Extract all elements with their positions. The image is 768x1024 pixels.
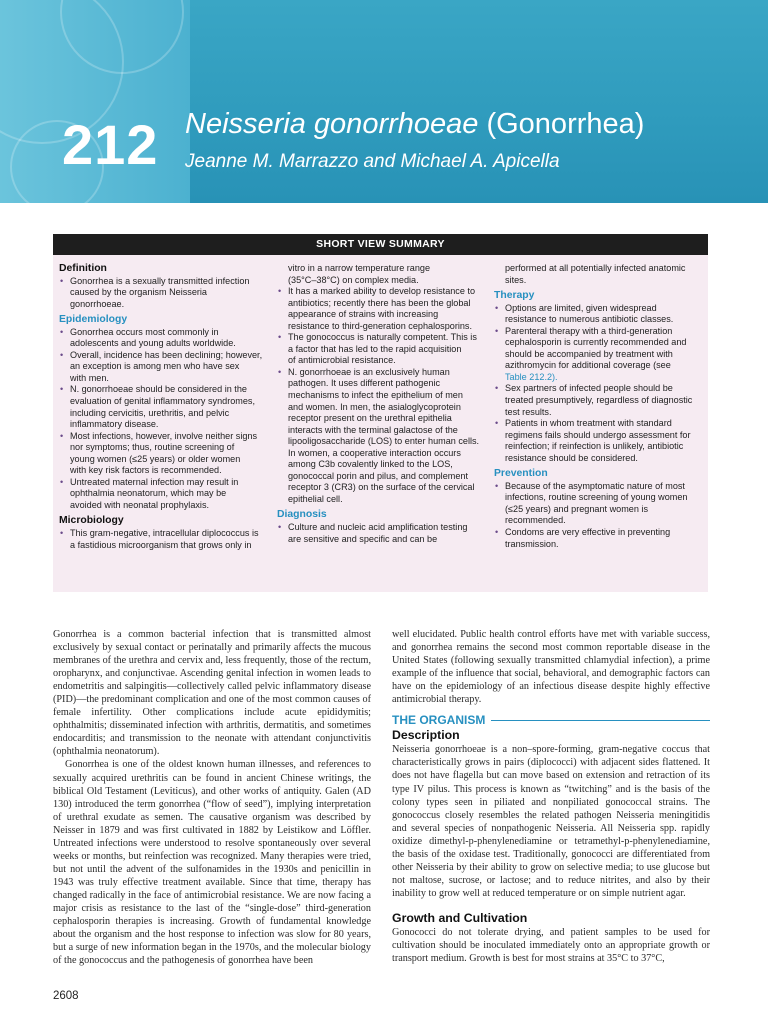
summary-line: (≤25 years) and pregnant women is (505, 503, 648, 514)
summary-line: evaluation of genital inflammatory syndromes, (70, 396, 255, 407)
summary-bullet (59, 528, 269, 551)
summary-line: ophthalmia neonatorum, which may be (70, 488, 227, 499)
summary-line: are sensitive and specific and can be (288, 533, 438, 544)
summary-line: resistance to numerous antibiotic classes. (505, 314, 674, 325)
description-heading: Description (392, 728, 460, 743)
summary-bullet (277, 367, 489, 506)
summary-line: inflammatory disease. (70, 419, 159, 430)
summary-line: Most infections, however, involve neither signs (70, 430, 258, 441)
summary-bullet (494, 326, 706, 384)
summary-subheading: Microbiology (59, 515, 124, 527)
summary-line: cephalosporin is currently recommended and (505, 337, 687, 348)
summary-line: with key risk factors is recommended. (70, 465, 222, 476)
body-paragraph: Gonorrhea is a common bacterial infection that is transmitted almost exclusively by sexual contact or perinatally and primarily affects the mucous membranes of the urethra and cervix and, less frequently, those of the rectum, oropharynx, and conjunctivae. Ascending genital infection in women leads to endometritis and salpingitis—collectively called pelvic inflammatory disease (PID)—the predominant complication and one of the most common causes of female infertility. Other complications include acute epididymitis; ophthalmitis; disseminated infection with arthritis, dermatitis, and sometimes endocarditis; and transmission to the neonate with attendant conjunctivitis (ophthalmia neonatorum). (53, 629, 371, 758)
summary-continuation (494, 263, 706, 286)
chapter-number: 212 (62, 113, 159, 176)
summary-column-1 (59, 263, 269, 551)
summary-line: epithelial cell. (288, 493, 343, 504)
summary-line: azithromycin for additional coverage (see (505, 360, 671, 371)
summary-line: caused by the organism Neisseria (70, 287, 207, 298)
summary-line: Gonorrhea is a sexually transmitted infection (70, 275, 250, 286)
summary-line: It has a marked ability to develop resistance to (288, 286, 476, 297)
summary-line: mechanisms to infect the epithelium of men (288, 390, 463, 401)
summary-line: avoided with neonatal prophylaxis. (70, 499, 210, 510)
chapter-banner (0, 0, 768, 203)
summary-column-2 (277, 263, 489, 545)
summary-subheading: Definition (59, 263, 107, 274)
body-left-column (53, 628, 371, 967)
summary-line: transmission. (505, 538, 559, 549)
summary-line: should be accompanied by treatment with (505, 348, 673, 359)
summary-line: among C3b covalently linked to the LOS, (288, 459, 453, 470)
summary-line: Parenteral therapy with a third-generation (505, 325, 673, 336)
summary-line: lipooligosaccharide (LOS) to enter human cells. (288, 436, 480, 447)
summary-column-3 (494, 263, 706, 550)
growth-heading: Growth and Cultivation (392, 910, 528, 925)
summary-bullet (494, 481, 706, 527)
summary-line: interacts with the terminal galactose of the (288, 424, 458, 435)
summary-subheading: Therapy (494, 290, 535, 302)
summary-line: performed at all potentially infected anatomic (505, 263, 686, 273)
body-right-column (392, 628, 710, 965)
summary-bullet (277, 522, 489, 545)
summary-line: receptor present on the urethral epithelia (288, 413, 452, 424)
summary-line: pathogen. It uses different pathogenic (288, 378, 441, 389)
summary-line: gonorrhoeae. (70, 298, 125, 309)
summary-line: a fastidious microorganism that grows only in (70, 539, 252, 550)
summary-bullet (59, 276, 269, 311)
page-number: 2608 (53, 990, 79, 1002)
summary-line: an exception is among men who have sex (70, 361, 240, 372)
description-paragraph: Neisseria gonorrhoeae is a non–spore-forming, gram-negative coccus that characteristically grows in pairs (diplococci) with adjacent sides flattened. It does not have flagella but can move based on extension and retraction of its type IV pilus. This process is known as “twitching” and is the basis of the colony types seen in piliated and nonpiliated gonococcal strains. The gonococcus closely resembles the related pathogen Neisseria meningitidis and several species of nonpathogenic Neisseria. All Neisseria spp. rapidly oxidize dimethyl-p-phenylenediamine or tetramethyl-p-phenylenediamine, the basis of the oxidase test. Traditionally, gonococci are differentiated from other Neisseria by their ability to grow on selective media; to use glucose but not maltose, sucrose, or lactose; and to reduce nitrites, and also by their inability to grow well at reduced temperature or on simple nutrient agar. (392, 744, 710, 899)
growth-paragraph: Gonococci do not tolerate drying, and patient samples to be used for cultivation should be inoculated immediately onto an appropriate growth or transport medium. Growth is best for most strains at 35°C to 37°C, (392, 926, 710, 965)
summary-line: a factor that has led to the rapid acquisition (288, 343, 462, 354)
summary-line: N. gonorrhoeae should be considered in the (70, 384, 247, 395)
summary-line: adolescents and young adults worldwide. (70, 338, 236, 349)
summary-line: Sex partners of infected people should be (505, 383, 673, 394)
summary-line: appearance of strains with increasing (288, 309, 439, 320)
summary-line: Overall, incidence has been declining; however, (70, 349, 263, 360)
summary-line: antibiotics; recently there has been the global (288, 297, 471, 308)
summary-line: test results. (505, 406, 552, 417)
summary-line: young women (≤25 years) or older women (70, 453, 241, 464)
summary-bullet (494, 303, 706, 326)
summary-line: and women. In men, the asialoglycoprotein (288, 401, 461, 412)
chapter-title-disease: (Gonorrhea) (478, 108, 645, 140)
summary-line: Condoms are very effective in preventing (505, 527, 671, 538)
summary-subheading: Epidemiology (59, 314, 128, 326)
summary-line: regimens fails should undergo assessment for (505, 429, 691, 440)
chapter-authors: Jeanne M. Marrazzo and Michael A. Apicella (185, 151, 560, 172)
summary-line: N. gonorrhoeae is an exclusively human (288, 366, 450, 377)
summary-bullet (277, 332, 489, 367)
short-view-summary (53, 234, 708, 592)
section-rule (491, 720, 710, 721)
summary-line: recommended. (505, 515, 566, 526)
summary-bullet (59, 477, 269, 512)
summary-heading: SHORT VIEW SUMMARY (53, 234, 708, 255)
summary-bullet (494, 418, 706, 464)
summary-bullet (59, 350, 269, 385)
summary-bullet (59, 431, 269, 477)
summary-bullet (494, 527, 706, 550)
summary-line: This gram-negative, intracellular diplococcus is (70, 528, 259, 539)
intro-continuation: well elucidated. Public health control efforts have met with variable success, and gonorrhea remains the second most common reportable disease in the United States (following sexually transmitted chlamydial infection), a prime example of the influence that social, behavioral, and demographic factors can have on the epidemiology of an infectious disease despite highly effective antimicrobial therapy. (392, 629, 710, 706)
summary-bullet (59, 384, 269, 430)
summary-line: with men. (70, 372, 109, 383)
summary-line: including cervicitis, urethritis, and pelvic (70, 407, 230, 418)
summary-line: Options are limited, given widespread (505, 302, 657, 313)
summary-line: Gonorrhea occurs most commonly in (70, 326, 219, 337)
summary-line: (35°C–38°C) on complex media. (288, 274, 419, 285)
section-heading-organism (392, 714, 710, 727)
summary-line: Culture and nucleic acid amplification testing (288, 522, 468, 533)
body-paragraph: Gonorrhea is one of the oldest known human illnesses, and references to sexually acquired urethritis can be found in ancient Chinese writings, the biblical Old Testament (Leviticus), and other works of antiquity. Galen (AD 130) introduced the term gonorrhea (“flow of seed”), implying interpretation of urethral exudate as semen. The causative organism was described by Neisser in 1879 and was first cultivated in 1882 by Leistikow and Löffler. Untreated infections were understood to resolve spontaneously over several weeks or months, but reinfection was recognized. Many therapies were tried, but not until the advent of the sulfonamides in the 1930s and penicillin in 1943 was truly effective treatment available. Since that time, therapy has changed radically in the face of antimicrobial resistance. We are now facing a major crisis as resistance to the last of the “single-dose” third-generation cephalosporin therapies is increasing. Growth of fundamental knowledge about the organism and the host response to infection was slow for 80 years, but a surge of new information began in the 1970s, and the molecular biology of the gonococcus and the pathogenesis of gonorrhea have been (53, 759, 371, 967)
summary-continuation (277, 263, 489, 286)
summary-line: infections, routine screening of young women (505, 492, 688, 503)
summary-line: reinfection; if reinfection is unlikely, antibiotic (505, 441, 684, 452)
summary-line: Because of the asymptomatic nature of most (505, 480, 685, 491)
summary-line: resistance should be considered. (505, 452, 638, 463)
summary-line: In women, a cooperative interaction occurs (288, 447, 461, 458)
summary-line: receptor 3 (CR3) on the surface of the cervical (288, 482, 475, 493)
summary-line: vitro in a narrow temperature range (288, 263, 431, 273)
summary-line: sites. (505, 274, 527, 285)
summary-line: resistance to third-generation cephalosporins. (288, 320, 473, 331)
summary-subheading: Diagnosis (277, 509, 327, 521)
summary-line: of antimicrobial resistance. (288, 355, 396, 366)
section-heading-text: THE ORGANISM (392, 713, 486, 728)
summary-line: Patients in whom treatment with standard (505, 418, 672, 429)
summary-bullet (494, 383, 706, 418)
summary-line: gonococcal porin and pilus, and complement (288, 470, 468, 481)
chapter-title (185, 108, 644, 141)
summary-line: The gonococcus is naturally competent. This is (288, 332, 477, 343)
summary-line: nor symptoms; thus, routine screening of (70, 442, 235, 453)
summary-bullet (277, 286, 489, 332)
summary-bullet (59, 327, 269, 350)
summary-subheading: Prevention (494, 468, 548, 480)
summary-line: treated presumptively, regardless of diagnostic (505, 395, 693, 406)
summary-line: Table 212.2). (505, 371, 558, 382)
chapter-title-organism: Neisseria gonorrhoeae (185, 108, 479, 140)
summary-line: Untreated maternal infection may result in (70, 476, 239, 487)
